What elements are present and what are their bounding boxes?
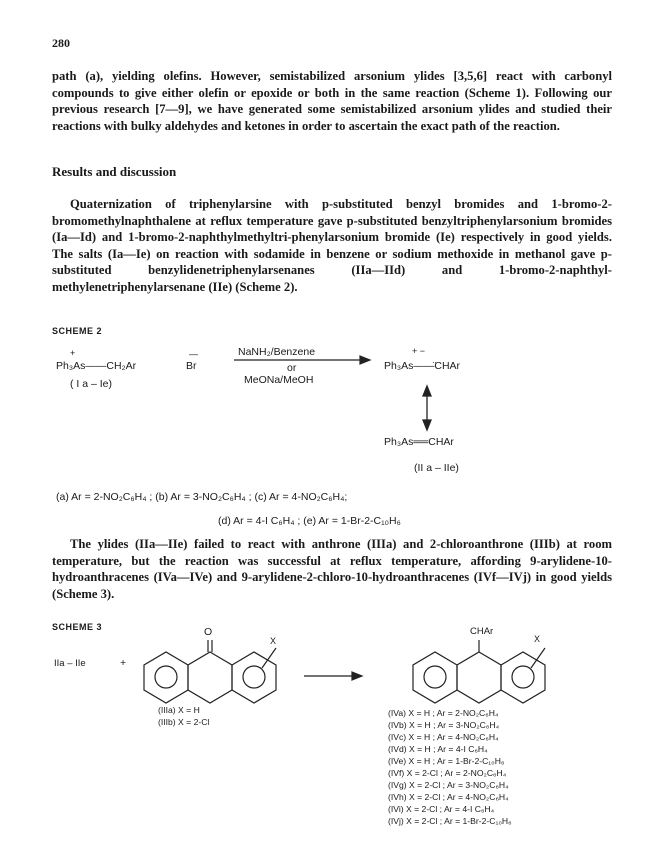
product-ivj: (IVj) X = 2-Cl ; Ar = 1-Br-2-C₁₀H₆ <box>388 816 512 826</box>
ylide-charges: + − <box>412 346 426 356</box>
anthrone-label-b: (IIIb) X = 2-Cl <box>158 717 210 727</box>
arylidene-group: CHAr <box>470 626 494 637</box>
anthrone-label-a: (IIIa) X = H <box>158 705 200 715</box>
ylide-form: Ph₃As——̈CHAr <box>384 360 461 372</box>
product-ivh: (IVh) X = 2-Cl ; Ar = 4-NO₂C₆H₄ <box>388 792 509 802</box>
reagent-or: or <box>287 362 297 374</box>
salt-label: ( I a – Ie) <box>70 378 113 390</box>
arsonium-salt: Ph₃As——CH₂Ar <box>56 360 137 372</box>
product-ive: (IVe) X = H ; Ar = 1-Br-2-C₁₀H₆ <box>388 756 505 766</box>
intro-paragraph: path (a), yielding olefins. However, semistabilized arsonium ylides [3,5,6] react with carbonyl compounds to give either olefin or epoxide or both in the same reaction (Scheme 1). Following our previous research [7—9], we have generated some semistabilized arsonium ylides and studied their reactions with bulky aldehydes and ketones in order to ascertain the exact path of the reaction. <box>52 69 612 133</box>
results-paragraph-2: The ylides (IIa—IIe) failed to react with anthrone (IIIa) and 2-chloroanthrone (IIIb) at room temperature, but the reaction was successful at reflux temperature, affording 9-arylidene-10-hydroanthracenes (IVa—IVe) and 9-arylidene-2-chloro-10-hydroanthracenes (IVf—IVj) in good yields (Scheme 3). <box>52 537 612 601</box>
ylide-product-label: (II a – IIe) <box>414 462 459 474</box>
aryl-definitions-line-1: (a) Ar = 2-NO₂C₆H₄ ; (b) Ar = 3-NO₂C₆H₄ ; (c) Ar = 4-NO₂C₆H₄; <box>56 491 348 503</box>
page-number: 280 <box>52 36 70 50</box>
product-ivb: (IVb) X = H ; Ar = 3-NO₂C₆H₄ <box>388 720 500 730</box>
reagent-top: NaNH₂/Benzene <box>238 346 316 358</box>
ylide-reactant: IIa – IIe <box>54 658 86 669</box>
substituent-x-anthrone: X <box>270 636 277 646</box>
carbonyl-oxygen: O <box>204 626 213 638</box>
aryl-definitions-line-2: (d) Ar = 4-I C₆H₄ ; (e) Ar = 1-Br-2-C₁₀H₆ <box>218 515 401 527</box>
product-ivf: (IVf) X = 2-Cl ; Ar = 2-NO₂C₆H₄ <box>388 768 507 778</box>
resonance-arrow <box>423 386 431 430</box>
bromide-charge: — <box>189 349 198 359</box>
product-ivc: (IVc) X = H ; Ar = 4-NO₂C₆H₄ <box>388 732 499 742</box>
reaction-arrow <box>234 356 370 364</box>
scheme-3-arrow <box>304 672 362 680</box>
results-paragraph-1: Quaternization of triphenylarsine with p-substituted benzyl bromides and 1-bromo-2-bromomethylnaphthalene at reflux temperature gave p-substituted benzyltriphenylarsonium bromides (Ia—Id) and 1-bromo-2-naphthylmethyltri-phenylarsonium bromide (Ie) respectively in good yields. The salts (Ia—Ie) on reaction with sodamide in benzene or sodium methoxide in methanol gave p-substituted benzylidenetriphenylarsenanes (IIa—IId) and 1-bromo-2-naphthyl-methylenetriphenylarsenane (IIe) (Scheme 2). <box>52 197 612 294</box>
positive-charge: + <box>70 348 76 358</box>
product-ivg: (IVg) X = 2-Cl ; Ar = 3-NO₂C₆H₄ <box>388 780 509 790</box>
plus-sign: + <box>120 657 127 669</box>
product-ivd: (IVd) X = H ; Ar = 4-I C₆H₄ <box>388 744 488 754</box>
scheme-3-label: SCHEME 3 <box>52 622 103 632</box>
anthrone-structure <box>144 640 276 703</box>
product-ivi: (IVi) X = 2-Cl ; Ar = 4-I C₆H₄ <box>388 804 495 814</box>
ylene-form: Ph₃As══CHAr <box>384 436 454 448</box>
scheme-2-label: SCHEME 2 <box>52 326 103 336</box>
section-heading: Results and discussion <box>52 164 177 179</box>
bromide-ion: Br <box>186 360 197 372</box>
reagent-bottom: MeONa/MeOH <box>244 374 314 386</box>
arylidene-anthracene-structure <box>413 640 545 703</box>
product-iva: (IVa) X = H ; Ar = 2-NO₂C₆H₄ <box>388 708 499 718</box>
substituent-x-product: X <box>534 634 541 644</box>
